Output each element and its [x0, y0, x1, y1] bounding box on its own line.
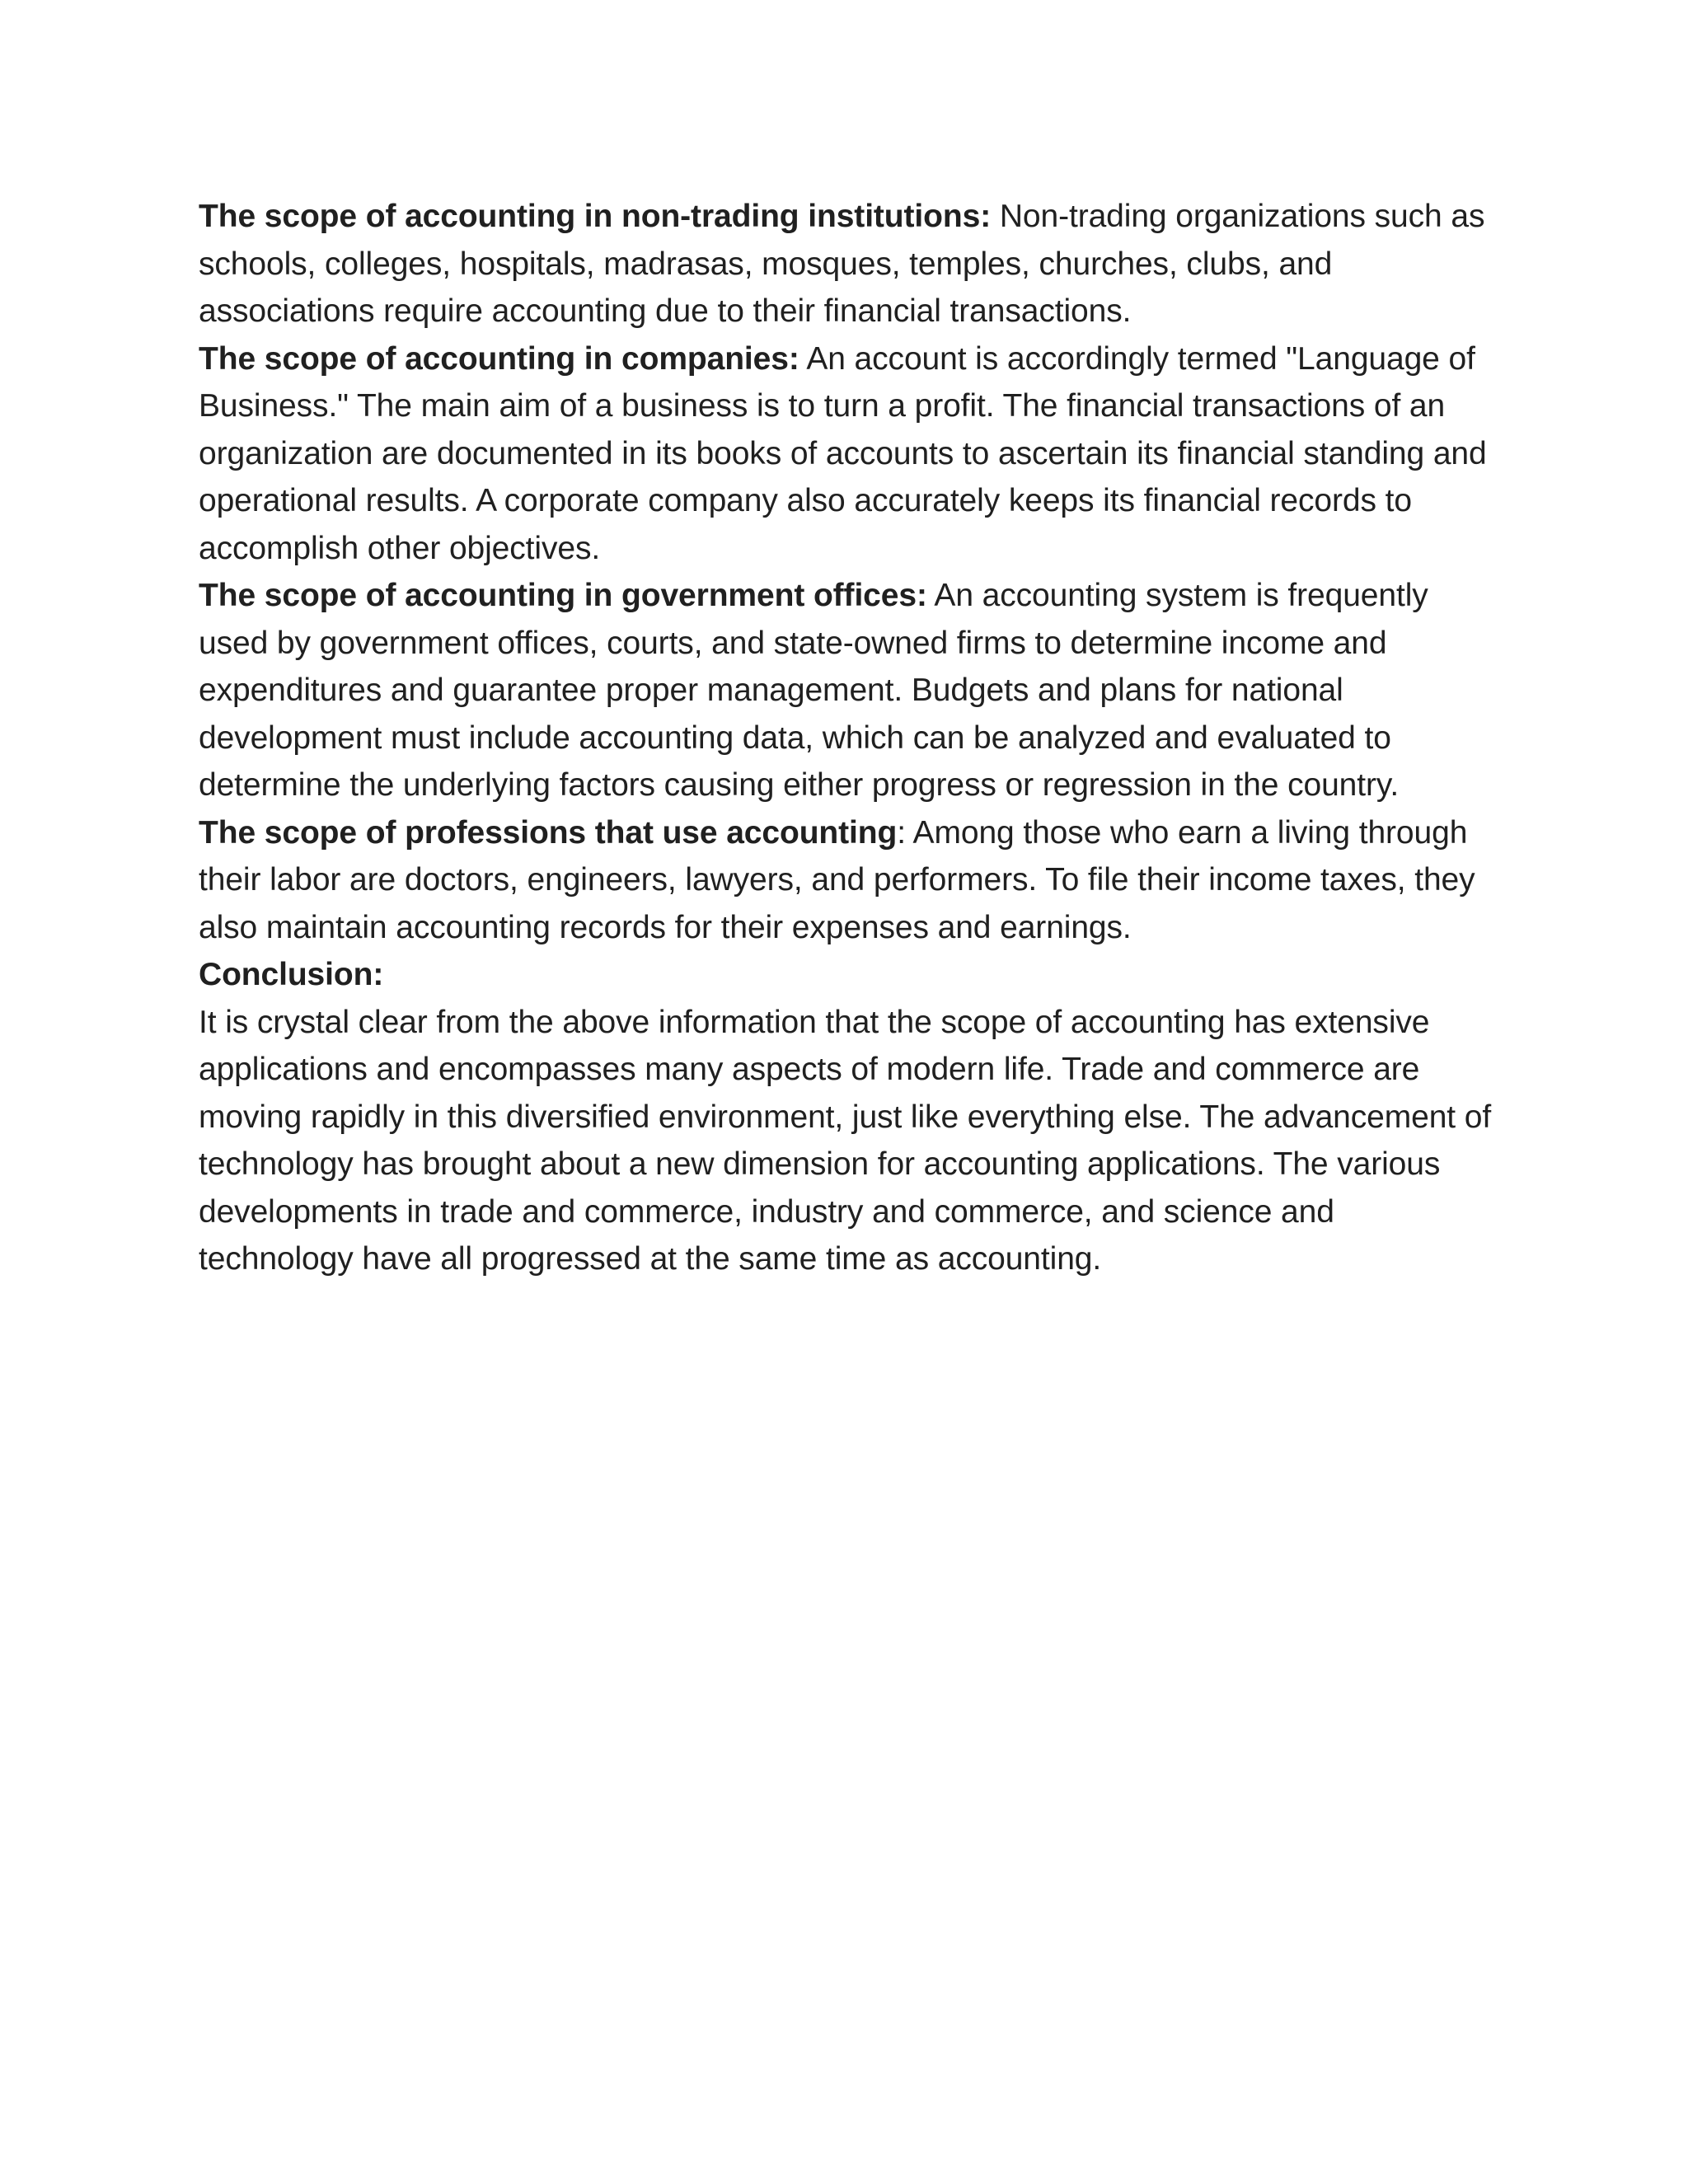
section-heading: The scope of accounting in companies: — [199, 340, 799, 377]
conclusion-text: It is crystal clear from the above information that the scope of accounting has extensive applications and encompasses many aspects of modern life. Trade and commerce are moving rapidly in this diversified environment, just like everything else. The advancement of technology has brought about a new dimension for accounting applications. The various developments in trade and commerce, industry and commerce, and science and technology have all progressed at the same time as accounting. — [199, 1004, 1492, 1277]
section-heading: The scope of accounting in government offices: — [199, 578, 927, 613]
section-government — [199, 572, 1493, 809]
section-text: An accounting system is frequently used by government offices, courts, and state-owned firms to determine income and expenditures and guarantee proper management. Budgets and plans for national development must include accounting data, which can be analyzed and evaluated to determine the underlying factors causing either progress or regression in the country. — [199, 578, 1428, 803]
section-heading: The scope of accounting in non-trading institutions: — [199, 199, 992, 234]
section-companies — [199, 335, 1493, 573]
section-heading: The scope of professions that use accounting — [199, 814, 898, 851]
conclusion-heading: Conclusion: — [199, 957, 384, 992]
section-text: An account is accordingly termed "Language of Business." The main aim of a business is to turn a profit. The financial transactions of an organization are documented in its books of accounts to ascertain its financial standing and operational results. A corporate company also accurately keeps its financial records to accomplish other objectives. — [199, 340, 1487, 566]
section-non-trading — [199, 193, 1493, 335]
section-text: Non-trading organizations such as schools, colleges, hospitals, madrasas, mosques, temples, churches, clubs, and associations require accounting due to their financial transactions. — [199, 199, 1485, 329]
section-professions — [199, 809, 1493, 952]
document-body — [199, 193, 1493, 1283]
section-text: : Among those who earn a living through their labor are doctors, engineers, lawyers, and performers. To file their income taxes, they also maintain accounting records for their expenses and earnings. — [199, 814, 1475, 945]
